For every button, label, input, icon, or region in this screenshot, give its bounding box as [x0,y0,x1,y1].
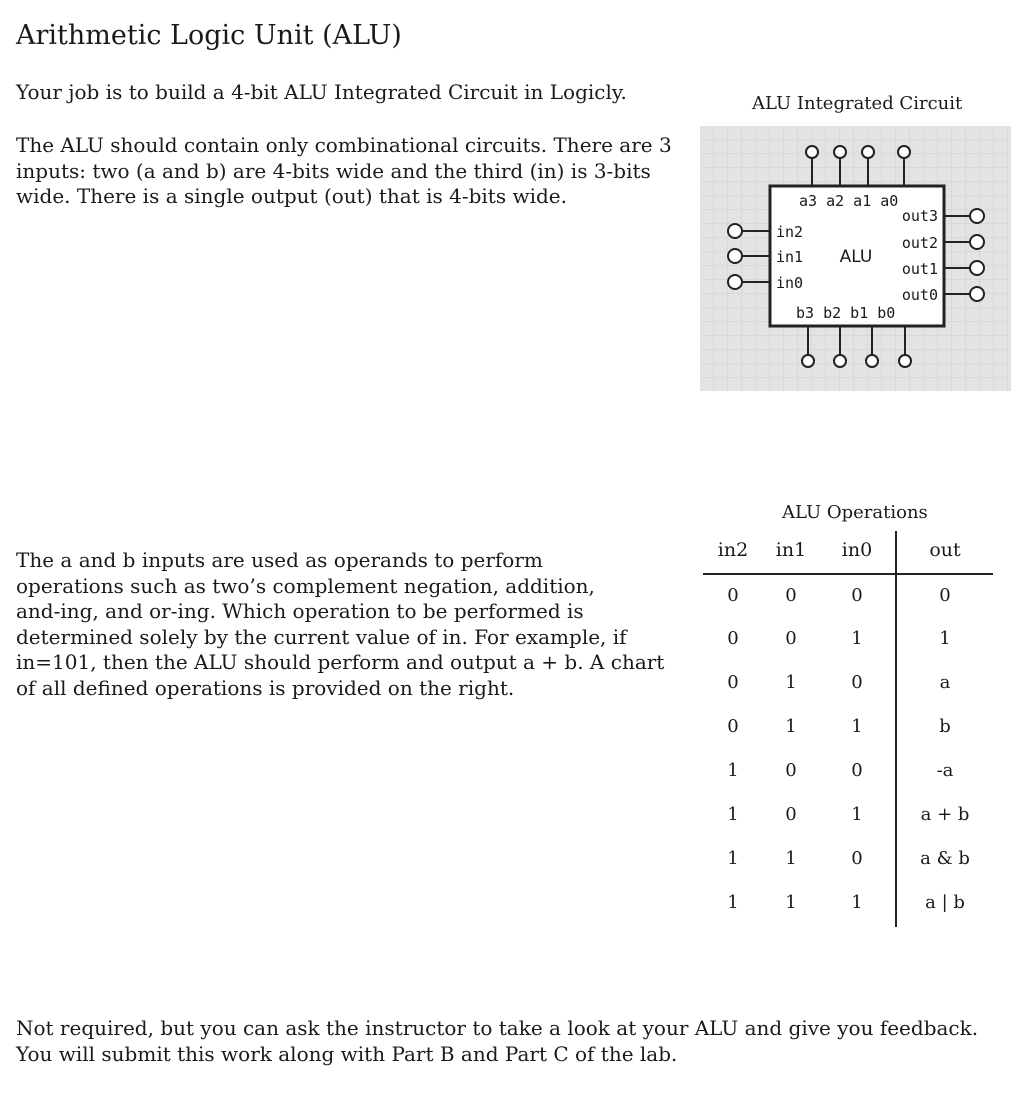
paragraph-line: in=101, then the ALU should perform and output a + b. A chart [16,650,665,674]
cell-in2: 1 [727,760,739,781]
bottom-pin-labels: b3 b2 b1 b0 [796,304,896,322]
paragraph-line: Not required, but you can ask the instructor to take a look at your ALU and give you feedback. [16,1016,979,1040]
cell-in1: 0 [785,628,797,649]
output-label-out0: out0 [901,286,938,304]
cell-in2: 1 [727,892,739,913]
out3-pin-icon[interactable] [970,209,984,223]
description-paragraph [16,133,672,210]
output-label-out2: out2 [901,234,938,252]
cell-in0: 0 [851,760,863,781]
input-label-in0: in0 [776,274,804,292]
paragraph-line: The a and b inputs are used as operands to perform [16,548,543,572]
in1-pin-icon[interactable] [728,249,742,263]
in2-pin-icon[interactable] [728,224,742,238]
cell-in2: 0 [727,585,739,606]
out2-pin-icon[interactable] [970,235,984,249]
cell-in0: 1 [851,892,863,913]
paragraph-line: of all defined operations is provided on the right. [16,675,515,700]
cell-out: 1 [939,628,951,649]
cell-in2: 0 [727,672,739,693]
a1-pin-icon[interactable] [862,146,874,158]
feedback-paragraph [16,1016,978,1067]
cell-in0: 1 [851,804,863,825]
cell-out: a + b [920,804,970,825]
cell-in0: 1 [851,716,863,737]
cell-out: 0 [939,585,951,606]
table-vertical-divider [895,531,897,927]
a2-pin-icon[interactable] [834,146,846,158]
header-in2: in2 [717,539,749,561]
cell-in0: 0 [851,672,863,693]
cell-out: a [939,672,951,693]
paragraph-line: operations such as two’s complement negation, addition, [16,573,595,598]
input-label-in2: in2 [776,223,804,241]
page-title: Arithmetic Logic Unit (ALU) [16,20,402,51]
b1-pin-icon[interactable] [866,355,878,367]
cell-in0: 1 [851,628,863,649]
cell-in1: 1 [785,892,797,913]
top-pin-labels: a3 a2 a1 a0 [799,192,899,210]
cell-in1: 0 [785,804,797,825]
in0-pin-icon[interactable] [728,275,742,289]
paragraph-line: You will submit this work along with Part B and Part C of the lab. [16,1041,678,1066]
cell-in1: 1 [785,848,797,869]
paragraph-line: wide. There is a single output (out) that is 4-bits wide. [16,184,567,208]
table-header-rule [703,573,993,575]
output-label-out3: out3 [901,207,938,225]
b3-pin-icon[interactable] [802,355,814,367]
cell-in2: 0 [727,716,739,737]
alu-center-label: ALU [839,247,873,267]
paragraph-line: and-ing, and or-ing. Which operation to be performed is [16,599,584,623]
circuit-caption: ALU Integrated Circuit [752,93,963,114]
b0-pin-icon[interactable] [899,355,911,367]
cell-in1: 0 [785,760,797,781]
cell-in2: 0 [727,628,739,649]
cell-in1: 0 [785,585,797,606]
ops-table-caption: ALU Operations [782,502,928,523]
intro-text: Your job is to build a 4-bit ALU Integrated Circuit in Logicly. [16,80,627,104]
a3-pin-icon[interactable] [806,146,818,158]
output-label-out1: out1 [901,260,938,278]
header-in1: in1 [775,539,807,561]
cell-in2: 1 [727,804,739,825]
out1-pin-icon[interactable] [970,261,984,275]
cell-in0: 0 [851,848,863,869]
cell-out: b [939,716,951,737]
input-label-in1: in1 [776,248,804,266]
cell-out: a & b [920,848,970,869]
cell-in1: 1 [785,716,797,737]
alu-circuit-diagram [700,126,1011,391]
paragraph-line: The ALU should contain only combinational circuits. There are 3 [16,133,672,157]
header-out: out [929,539,961,561]
out0-pin-icon[interactable] [970,287,984,301]
cell-in2: 1 [727,848,739,869]
cell-out: -a [936,760,954,781]
header-in0: in0 [841,539,873,561]
cell-in0: 0 [851,585,863,606]
b2-pin-icon[interactable] [834,355,846,367]
cell-in1: 1 [785,672,797,693]
operations-paragraph [16,548,664,701]
paragraph-line: determined solely by the current value of in. For example, if [16,624,627,649]
cell-out: a | b [925,892,965,913]
a0-pin-icon[interactable] [898,146,910,158]
paragraph-line: inputs: two (a and b) are 4-bits wide and the third (in) is 3-bits [16,158,651,183]
